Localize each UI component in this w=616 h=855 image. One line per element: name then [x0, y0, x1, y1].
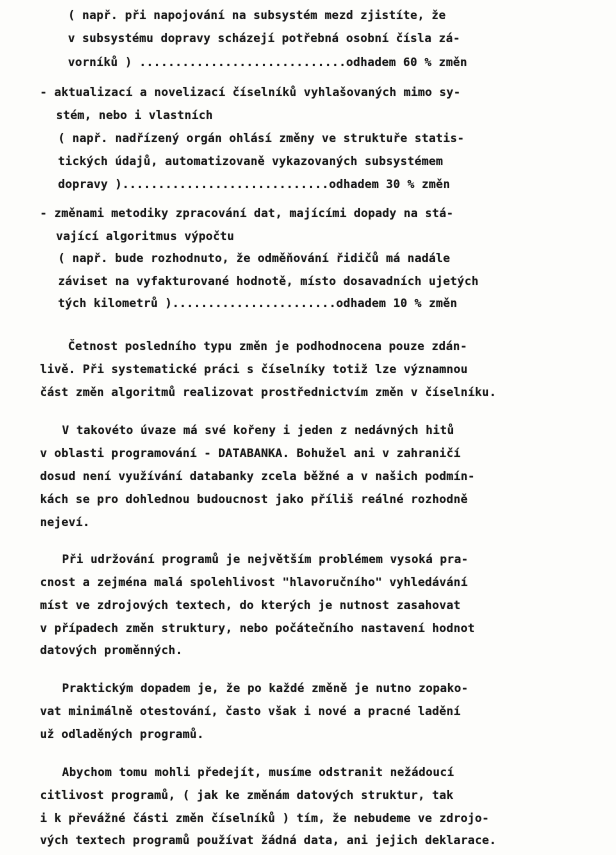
paragraph-line: citlivost programů, ( jak ke změnám datových struktur, tak	[40, 788, 454, 802]
paragraph-line: cnost a zejména malá spolehlivost "hlavoručního" vyhledávání	[40, 575, 468, 589]
text-line: tických údajů, automatizovaně vykazovaných subsystémem	[58, 154, 444, 168]
text-line: záviset na vyfakturované hodnotě, místo dosavadních ujetých	[58, 274, 479, 288]
paragraph-line: V takovéto úvaze má své kořeny i jeden z nedávných hitů	[62, 423, 455, 437]
paragraph-line: v oblasti programování - DATABANKA. Bohužel ani v zahraničí	[40, 446, 461, 460]
text-line: ( např. bude rozhodnuto, že odměňování řidičů má nadále	[58, 251, 451, 265]
paragraph-line: Abychom tomu mohli předejít, musíme odstranit nežádoucí	[62, 765, 455, 779]
paragraph-line: Při udržování programů je největším problémem vysoká pra-	[62, 552, 469, 566]
list-item-line: - aktualizací a novelizací číselníků vyhlašovaných mimo sy-	[40, 85, 461, 99]
text-line: dopravy ).............................odhadem 30 % změn	[58, 177, 451, 191]
paragraph-line: míst ve zdrojových textech, do kterých je nutnost zasahovat	[40, 598, 461, 612]
paragraph-line: datových proměnných.	[40, 643, 183, 657]
text-line: stém, nebo i vlastních	[56, 108, 213, 122]
paragraph-line: vých textech programů používat žádná data, ani jejich deklarace.	[40, 833, 497, 847]
paragraph-line: vat minimálně otestování, často však i nové a pracné ladění	[40, 704, 461, 718]
text-line: v subsystému dopravy scházejí potřebná osobní čísla zá-	[68, 31, 461, 45]
text-line: ( např. při napojování na subsystém mezd zjistíte, že	[68, 8, 446, 22]
paragraph-line: kách se pro dohlednou budoucnost jako příliš reálné rozhodně	[40, 492, 468, 506]
paragraph-line: v případech změn struktury, nebo počátečního nastavení hodnot	[40, 621, 475, 635]
paragraph-line: Četnost posledního typu změn je podhodnocena pouze zdán-	[68, 339, 468, 353]
paragraph-line: livě. Při systematické práci s číselníky totiž lze významnou	[40, 362, 468, 376]
paragraph-line: nejeví.	[40, 515, 90, 529]
paragraph-line: už odladěných programů.	[40, 727, 204, 741]
paragraph-line: část změn algoritmů realizovat prostřednictvím změn v číselníku.	[40, 385, 497, 399]
text-line: ( např. nadřízený orgán ohlásí změny ve struktuře statis-	[58, 131, 465, 145]
list-item-line: - změnami metodiky zpracování dat, majícími dopady na stá-	[40, 206, 454, 220]
paragraph-line: Praktickým dopadem je, že po každé změně je nutno zopako-	[62, 681, 469, 695]
paragraph-line: i k převážné části změn číselníků ) tím, že nebudeme ve zdrojo-	[40, 811, 490, 825]
text-line: tých kilometrů ).......................odhadem 10 % změn	[58, 296, 458, 310]
text-line: vající algoritmus výpočtu	[56, 229, 235, 243]
paragraph-line: dosud není využívání databanky zcela běžné a v našich podmín-	[40, 469, 475, 483]
text-line: vorníků ) .............................odhadem 60 % změn	[68, 55, 468, 69]
